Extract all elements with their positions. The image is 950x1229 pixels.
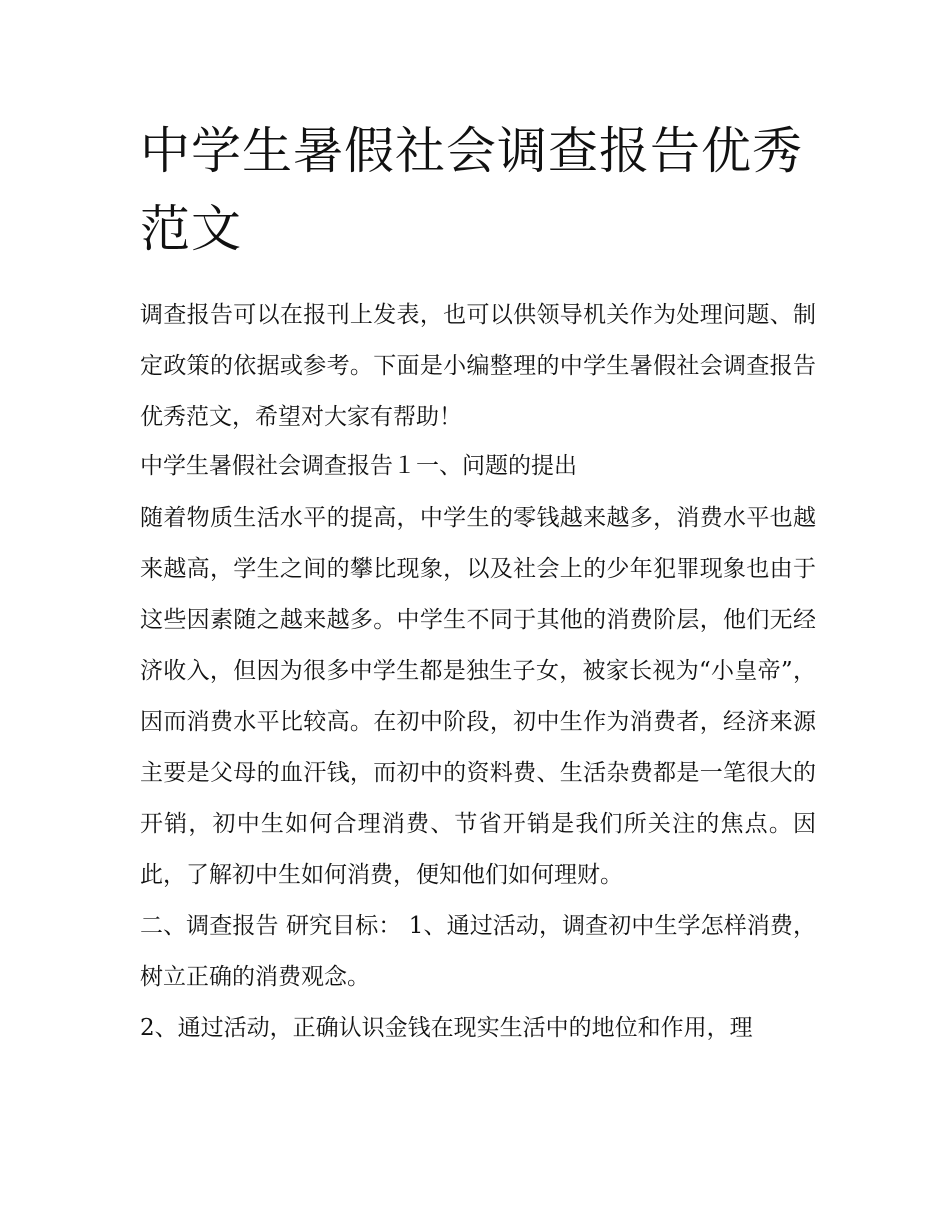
research-goal-paragraph: 二、调查报告 研究目标： 1、通过活动，调查初中生学怎样消费，树立正确的消费观念。 — [140, 913, 816, 990]
section-heading: 中学生暑假社会调查报告１一、问题的提出 — [140, 453, 577, 479]
document-page — [140, 112, 816, 1054]
research-goal-item-2: 2、通过活动，正确认识金钱在现实生活中的地位和作用，理 — [140, 1015, 753, 1041]
intro-paragraph: 调查报告可以在报刊上发表，也可以供领导机关作为处理问题、制定政策的依据或参考。下面是小编整理的中学生暑假社会调查报告优秀范文，希望对大家有帮助！ — [140, 302, 816, 430]
document-title: 中学生暑假社会调查报告优秀范文 — [140, 122, 803, 258]
body-paragraph: 随着物质生活水平的提高，中学生的零钱越来越多，消费水平也越来越高，学生之间的攀比现象，以及社会上的少年犯罪现象也由于这些因素随之越来越多。中学生不同于其他的消费阶层，他们无经济收入，但因为很多中学生都是独生子女，被家长视为“小皇帝”，因而消费水平比较高。在初中阶段，初中生作为消费者，经济来源主要是父母的血汗钱，而初中的资料费、生活杂费都是一笔很大的开销，初中生如何合理消费、节省开销是我们所关注的焦点。因此，了解初中生如何消费，便知他们如何理财。 — [140, 505, 816, 888]
